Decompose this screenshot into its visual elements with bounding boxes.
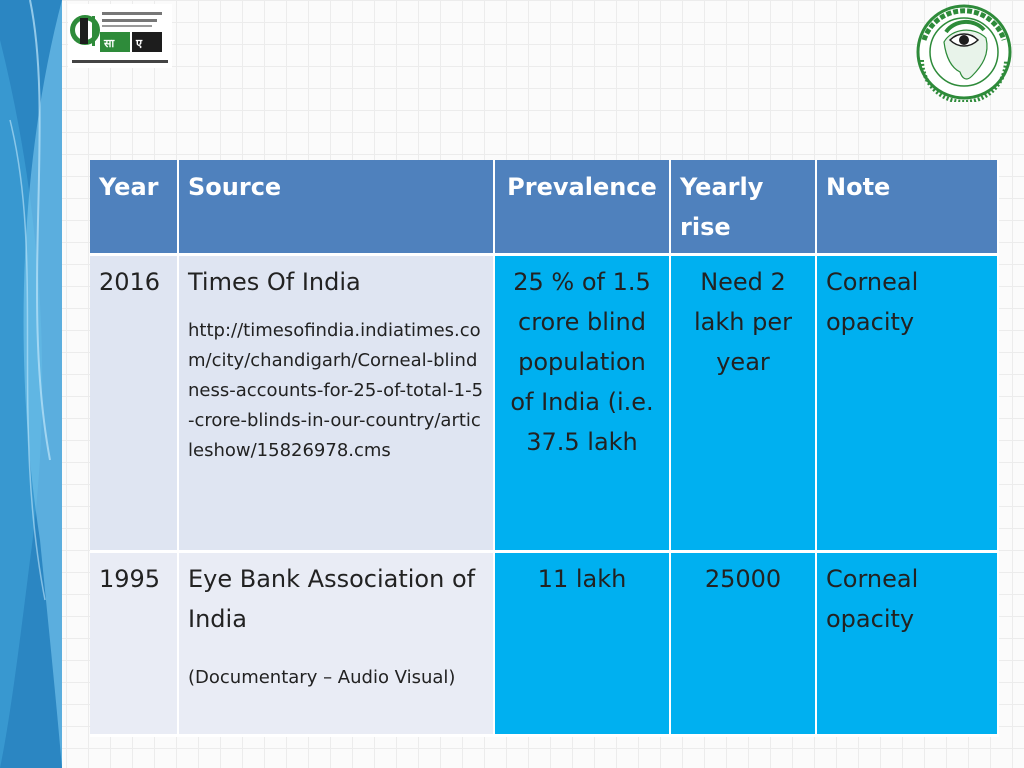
svg-text:सा: सा xyxy=(104,37,115,50)
header-year: Year xyxy=(90,160,179,256)
svg-text:ए: ए xyxy=(136,37,143,50)
header-note: Note xyxy=(817,160,999,256)
cell-source xyxy=(179,553,495,737)
table-header-row xyxy=(90,160,999,256)
table-row xyxy=(90,256,999,553)
left-decorative-band xyxy=(0,0,62,768)
cell-year: 2016 xyxy=(90,256,179,553)
corneal-blindness-free-bharat-seal xyxy=(908,2,1020,102)
corneal-blindness-table xyxy=(90,160,999,737)
source-url[interactable]: http://timesofindia.indiatimes.com/city/chandigarh/Corneal-blindness-accounts-for-25-of-total-1-5-crore-blinds-in-our-country/articleshow/15826978.cms xyxy=(188,320,484,461)
cell-yearly-rise: 25000 xyxy=(671,553,817,737)
cell-yearly-rise: Need 2 lakh per year xyxy=(671,256,817,553)
cell-source xyxy=(179,256,495,553)
source-name: Times Of India xyxy=(188,268,361,296)
header-source: Source xyxy=(179,160,495,256)
cell-prevalence: 25 % of 1.5 crore blind population of India (i.e. 37.5 lakh xyxy=(495,256,671,553)
source-detail: (Documentary – Audio Visual) xyxy=(188,667,456,688)
header-prevalence: Prevalence xyxy=(495,160,671,256)
organization-logo xyxy=(68,4,172,68)
source-name: Eye Bank Association of India xyxy=(188,565,476,633)
cell-prevalence: 11 lakh xyxy=(495,553,671,737)
cell-year: 1995 xyxy=(90,553,179,737)
table-row xyxy=(90,553,999,737)
cell-note: Corneal opacity xyxy=(817,553,999,737)
cell-note: Corneal opacity xyxy=(817,256,999,553)
header-yearly-rise: Yearly rise xyxy=(671,160,817,256)
